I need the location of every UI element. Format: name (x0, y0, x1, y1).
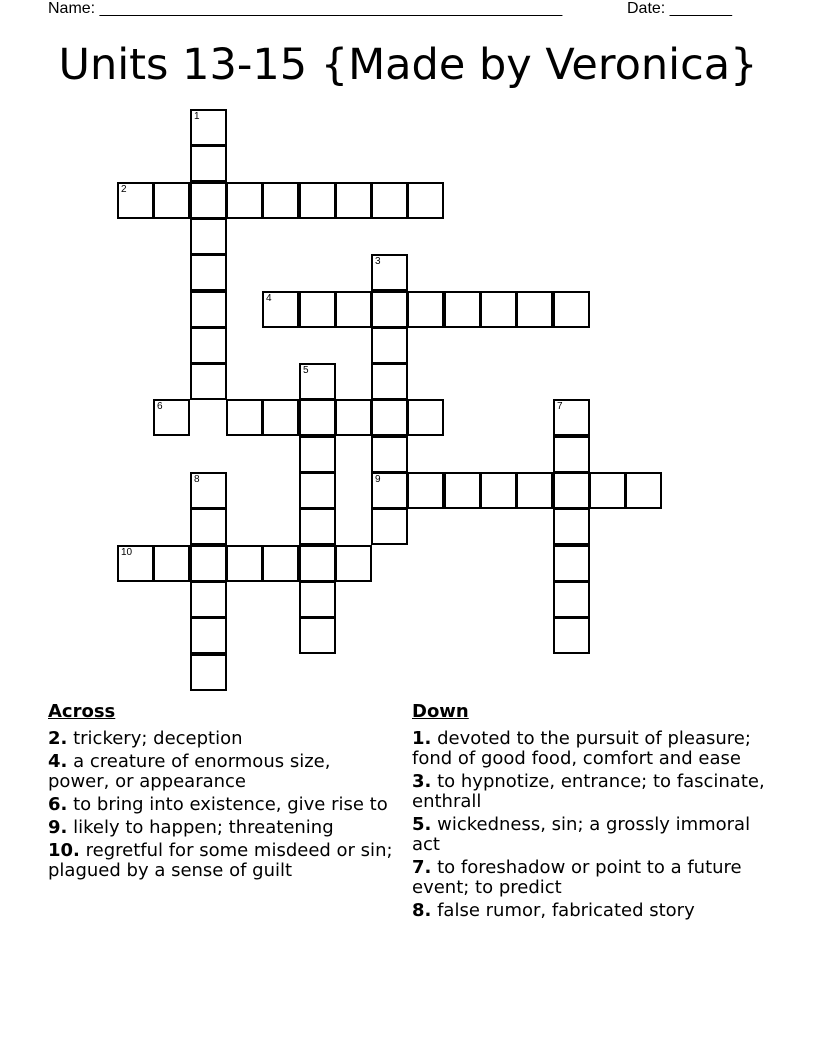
clue-down-7 (412, 858, 772, 898)
grid-cell[interactable] (371, 363, 408, 400)
grid-cell[interactable] (190, 545, 227, 582)
clue-number: 2. (48, 728, 68, 749)
grid-cell[interactable] (190, 145, 227, 182)
clue-text: wickedness, sin; a grossly immoral act (412, 814, 751, 855)
grid-cell[interactable] (153, 399, 190, 436)
grid-cell[interactable] (553, 581, 590, 618)
cell-number: 1 (194, 111, 200, 122)
grid-cell[interactable] (153, 545, 190, 582)
grid-cell[interactable] (335, 399, 372, 436)
grid-cell[interactable] (190, 654, 227, 691)
clue-text: false rumor, fabricated story (431, 900, 695, 921)
grid-cell[interactable] (117, 182, 154, 219)
clue-number: 5. (412, 814, 432, 835)
clue-number: 3. (412, 771, 432, 792)
clue-number: 4. (48, 751, 68, 772)
grid-cell[interactable] (117, 545, 154, 582)
cell-number: 3 (375, 256, 381, 267)
clue-text: to hypnotize, entrance; to fascinate, enthrall (412, 771, 765, 812)
grid-cell[interactable] (444, 291, 481, 328)
clue-across-10 (48, 841, 393, 881)
grid-cell[interactable] (625, 472, 662, 509)
clue-text: to foreshadow or point to a future event; to predict (412, 857, 742, 898)
grid-cell[interactable] (553, 399, 590, 436)
grid-cell[interactable] (299, 436, 336, 473)
down-heading: Down (412, 701, 469, 722)
cell-number: 4 (266, 293, 272, 304)
grid-cell[interactable] (553, 472, 590, 509)
grid-cell[interactable] (371, 254, 408, 291)
grid-cell[interactable] (589, 472, 626, 509)
grid-cell[interactable] (371, 291, 408, 328)
grid-cell[interactable] (553, 436, 590, 473)
across-clues (48, 701, 393, 884)
grid-cell[interactable] (407, 472, 444, 509)
clue-across-9 (48, 818, 393, 838)
grid-cell[interactable] (553, 617, 590, 654)
grid-cell[interactable] (190, 218, 227, 255)
grid-cell[interactable] (407, 291, 444, 328)
grid-cell[interactable] (299, 291, 336, 328)
cell-number: 8 (194, 474, 200, 485)
grid-cell[interactable] (190, 327, 227, 364)
date-field-label: Date: _______ (627, 0, 732, 17)
grid-cell[interactable] (190, 472, 227, 509)
grid-cell[interactable] (190, 363, 227, 400)
clue-number: 7. (412, 857, 432, 878)
clue-number: 6. (48, 794, 68, 815)
grid-cell[interactable] (190, 291, 227, 328)
clue-number: 8. (412, 900, 432, 921)
across-heading: Across (48, 701, 116, 722)
grid-cell[interactable] (299, 545, 336, 582)
grid-cell[interactable] (371, 436, 408, 473)
grid-cell[interactable] (262, 545, 299, 582)
grid-cell[interactable] (371, 327, 408, 364)
clue-number: 1. (412, 728, 432, 749)
grid-cell[interactable] (299, 617, 336, 654)
grid-cell[interactable] (226, 182, 263, 219)
clue-across-2 (48, 729, 393, 749)
grid-cell[interactable] (516, 472, 553, 509)
grid-cell[interactable] (190, 109, 227, 146)
grid-cell[interactable] (299, 399, 336, 436)
grid-cell[interactable] (226, 545, 263, 582)
grid-cell[interactable] (299, 581, 336, 618)
clue-text: regretful for some misdeed or sin; plagued by a sense of guilt (48, 840, 393, 881)
clue-text: devoted to the pursuit of pleasure; fond of good food, comfort and ease (412, 728, 751, 769)
grid-cell[interactable] (371, 508, 408, 545)
clue-text: a creature of enormous size, power, or appearance (48, 751, 331, 792)
grid-cell[interactable] (553, 291, 590, 328)
grid-cell[interactable] (516, 291, 553, 328)
grid-cell[interactable] (299, 508, 336, 545)
name-field-label: Name: ____________________________________________________ (48, 0, 563, 17)
grid-cell[interactable] (153, 182, 190, 219)
grid-cell[interactable] (299, 182, 336, 219)
clue-text: likely to happen; threatening (67, 817, 334, 838)
cell-number: 10 (121, 547, 133, 558)
clue-down-1 (412, 729, 772, 769)
clue-down-5 (412, 815, 772, 855)
grid-cell[interactable] (335, 182, 372, 219)
grid-cell[interactable] (335, 545, 372, 582)
grid-cell[interactable] (444, 472, 481, 509)
grid-cell[interactable] (190, 617, 227, 654)
grid-cell[interactable] (190, 254, 227, 291)
clue-number: 10. (48, 840, 80, 861)
grid-cell[interactable] (190, 508, 227, 545)
cell-number: 7 (557, 401, 563, 412)
cell-number: 9 (375, 474, 381, 485)
clue-across-6 (48, 795, 393, 815)
cell-number: 6 (157, 401, 163, 412)
grid-cell[interactable] (335, 291, 372, 328)
clue-down-8 (412, 901, 772, 921)
grid-cell[interactable] (371, 472, 408, 509)
page-title: Units 13-15 {Made by Veronica} (58, 40, 758, 90)
grid-cell[interactable] (226, 399, 263, 436)
cell-number: 5 (303, 365, 309, 376)
grid-cell[interactable] (371, 182, 408, 219)
grid-cell[interactable] (190, 182, 227, 219)
grid-cell[interactable] (190, 581, 227, 618)
clue-number: 9. (48, 817, 68, 838)
grid-cell[interactable] (407, 399, 444, 436)
grid-cell[interactable] (480, 472, 517, 509)
clue-down-3 (412, 772, 772, 812)
clue-text: to bring into existence, give rise to (67, 794, 388, 815)
grid-cell[interactable] (480, 291, 517, 328)
grid-cell[interactable] (299, 472, 336, 509)
grid-cell[interactable] (553, 508, 590, 545)
grid-cell[interactable] (262, 182, 299, 219)
grid-cell[interactable] (407, 182, 444, 219)
grid-cell[interactable] (262, 291, 299, 328)
down-clues (412, 701, 772, 924)
grid-cell[interactable] (262, 399, 299, 436)
clue-text: trickery; deception (67, 728, 243, 749)
clue-across-4 (48, 752, 393, 792)
grid-cell[interactable] (553, 545, 590, 582)
grid-cell[interactable] (371, 399, 408, 436)
grid-cell[interactable] (299, 363, 336, 400)
cell-number: 2 (121, 184, 127, 195)
